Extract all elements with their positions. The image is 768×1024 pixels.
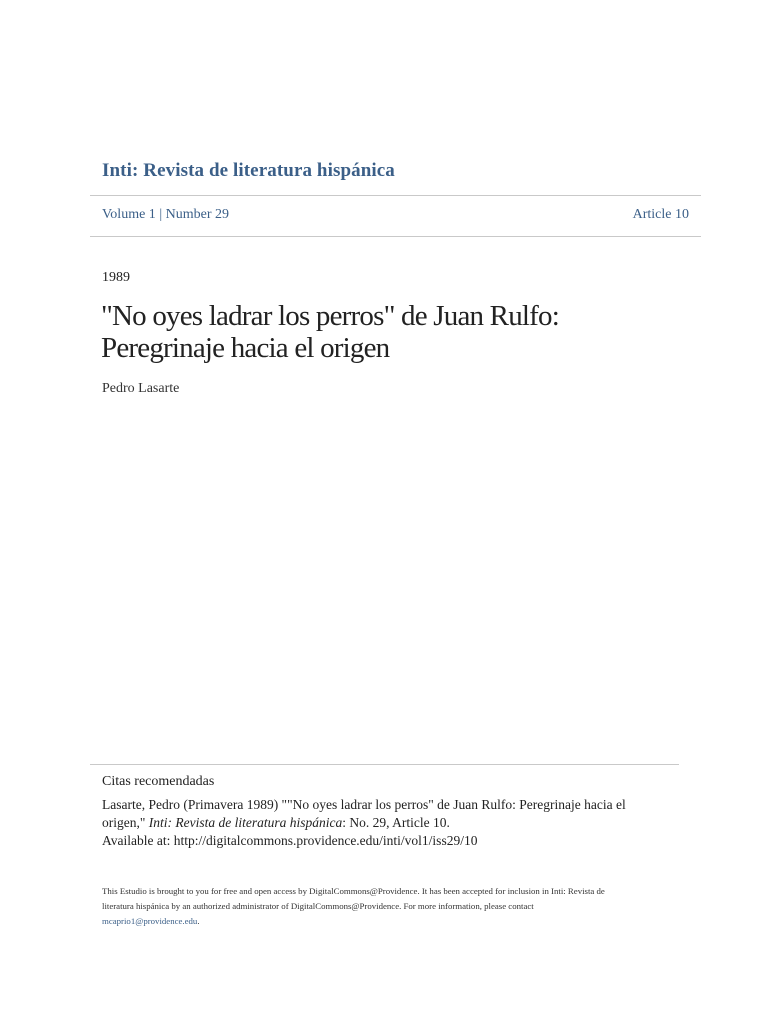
citation-issue: : No. 29, Article 10. [342,815,450,830]
volume-issue-breadcrumb [102,207,229,223]
volume-row [102,207,689,223]
breadcrumb-separator: | [159,207,163,222]
article-link[interactable]: Article 10 [632,207,689,222]
number-link[interactable]: Number 29 [165,207,230,222]
header-divider-top [90,195,701,196]
contact-email-link[interactable]: mcaprio1@providence.edu [102,916,198,926]
footer-line-2: literatura hispánica by an authorized administrator of DigitalCommons@Providence. For more information, please contact [102,901,534,911]
author-name: Pedro Lasarte [102,381,180,396]
article-title [101,300,701,364]
citation-url: Available at: http://digitalcommons.providence.edu/inti/vol1/iss29/10 [102,833,478,848]
journal-title-link[interactable]: Inti: Revista de literatura hispánica [102,160,395,181]
article-title-line-1: "No oyes ladrar los perros" de Juan Rulfo: [101,300,559,332]
footer-notice [102,884,647,929]
citation-heading: Citas recomendadas [102,774,215,789]
footer-line-1: This Estudio is brought to you for free and open access by DigitalCommons@Providence. It has been accepted for inclusion in Inti: Revista de [102,886,605,896]
citation-text [102,796,662,850]
citation-journal: Inti: Revista de literatura hispánica [148,815,343,830]
footer-period: . [197,916,200,926]
footer-line-3 [102,914,647,929]
citation-line-1: Lasarte, Pedro (Primavera 1989) ""No oyes ladrar los perros" de Juan Rulfo: Peregrinaje hacia el [102,797,626,812]
header-divider-bottom [90,236,701,237]
citation-line-2 [102,814,662,832]
volume-link[interactable]: Volume 1 [102,207,156,222]
publication-year: 1989 [102,270,130,285]
citation-origin: origen," [102,815,146,830]
citation-divider [90,764,679,765]
article-title-line-2: Peregrinaje hacia el origen [101,332,390,364]
